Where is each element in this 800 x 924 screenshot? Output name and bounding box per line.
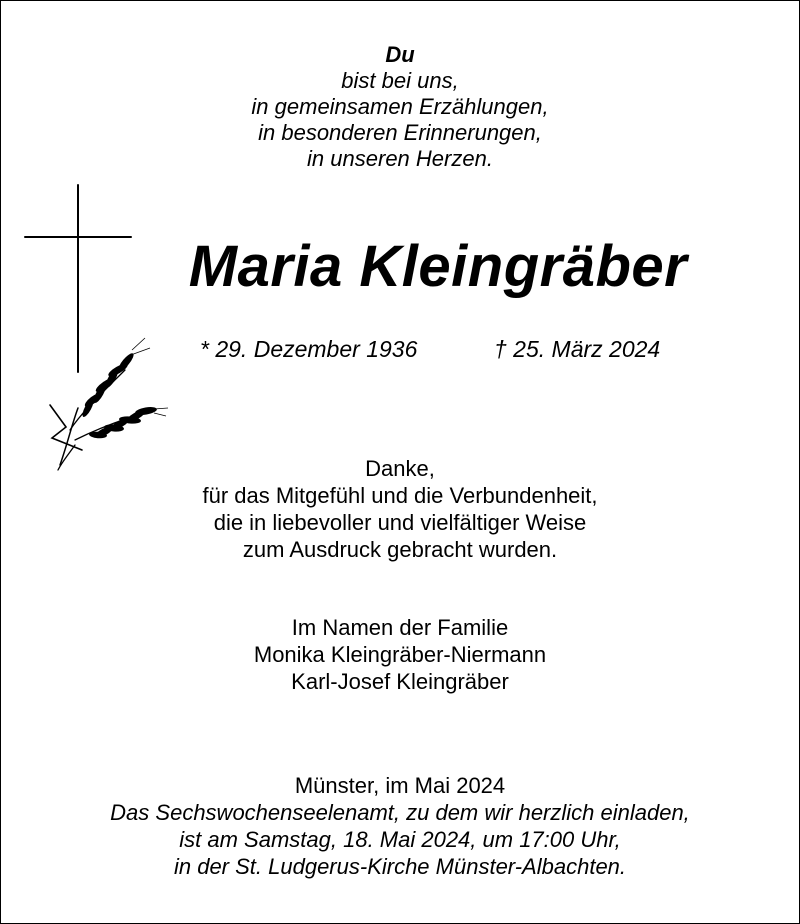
service-line: in der St. Ludgerus-Kirche Münster-Albachten. bbox=[173, 854, 627, 879]
poem-line: in gemeinsamen Erzählungen, bbox=[251, 94, 549, 119]
thanks-line: zum Ausdruck gebracht wurden. bbox=[242, 537, 558, 562]
poem-line: in unseren Herzen. bbox=[307, 146, 493, 171]
poem bbox=[0, 42, 800, 172]
cross-with-wheat-icon bbox=[20, 180, 170, 475]
family-line: Im Namen der Familie bbox=[291, 615, 509, 640]
service-info bbox=[0, 772, 800, 880]
poem-line: in besonderen Erinnerungen, bbox=[258, 120, 542, 145]
death-date: † 25. März 2024 bbox=[494, 336, 661, 362]
thanks-line: die in liebevoller und vielfältiger Weise bbox=[213, 510, 587, 535]
deceased-name bbox=[0, 232, 800, 302]
service-line: Das Sechswochenseelenamt, zu dem wir herzlich einladen, bbox=[110, 800, 690, 825]
family-signature bbox=[0, 614, 800, 695]
family-line: Monika Kleingräber-Niermann bbox=[253, 642, 547, 667]
poem-line: Du bbox=[385, 42, 415, 67]
thanks-line: für das Mitgefühl und die Verbundenheit, bbox=[202, 483, 598, 508]
thanks-text bbox=[0, 455, 800, 563]
family-line: Karl-Josef Kleingräber bbox=[291, 669, 509, 694]
poem-line: bist bei uns, bbox=[341, 68, 459, 93]
birth-date: * 29. Dezember 1936 bbox=[200, 336, 418, 362]
place-date: Münster, im Mai 2024 bbox=[294, 773, 506, 798]
service-line: ist am Samstag, 18. Mai 2024, um 17:00 Uhr, bbox=[179, 827, 621, 852]
deceased-name-text: Maria Kleingräber bbox=[188, 234, 688, 299]
thanks-line: Danke, bbox=[365, 456, 435, 481]
